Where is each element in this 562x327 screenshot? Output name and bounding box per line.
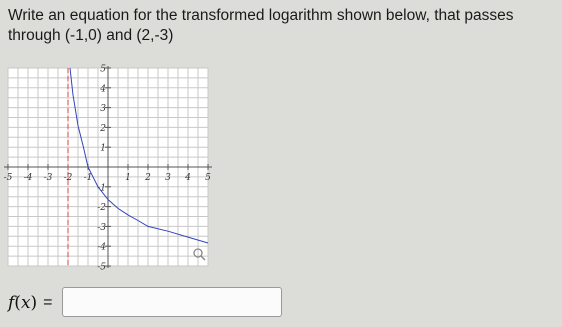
- x-tick-label: 2: [145, 173, 151, 183]
- question-text: [8, 6, 558, 46]
- function-label: f(x): [8, 293, 38, 313]
- graph-svg: [0, 64, 212, 270]
- answer-input[interactable]: [62, 287, 282, 317]
- x-tick-label: -5: [3, 173, 13, 183]
- question-line-1: Write an equation for the transformed logarithm shown below, that passes: [8, 7, 514, 24]
- x-tick-label: -2: [63, 173, 73, 183]
- y-tick-label: -3: [97, 222, 106, 233]
- y-tick-label: -2: [97, 203, 106, 214]
- x-tick-label: 4: [185, 173, 191, 183]
- y-tick-label: 3: [100, 104, 106, 115]
- answer-row: [8, 287, 288, 319]
- x-tick-label: 3: [165, 173, 171, 183]
- y-tick-label: -4: [97, 242, 106, 253]
- y-tick-label: -5: [97, 262, 106, 270]
- x-tick-label: 5: [205, 173, 211, 183]
- x-tick-label: -1: [83, 173, 93, 183]
- y-tick-label: 4: [100, 84, 106, 95]
- function-variable: x: [20, 293, 31, 313]
- x-tick-label: -4: [23, 173, 33, 183]
- question-line-2: through (-1,0) and (2,-3): [8, 27, 174, 44]
- x-tick-label: -3: [43, 173, 53, 183]
- y-tick-label: -1: [97, 183, 106, 194]
- function-name: f: [8, 293, 15, 313]
- y-tick-label: 5: [100, 64, 106, 75]
- equals-sign: =: [43, 294, 53, 311]
- y-tick-label: 1: [100, 143, 106, 154]
- x-tick-label: 1: [125, 173, 131, 183]
- graph: [0, 64, 212, 270]
- y-tick-label: 2: [100, 123, 106, 134]
